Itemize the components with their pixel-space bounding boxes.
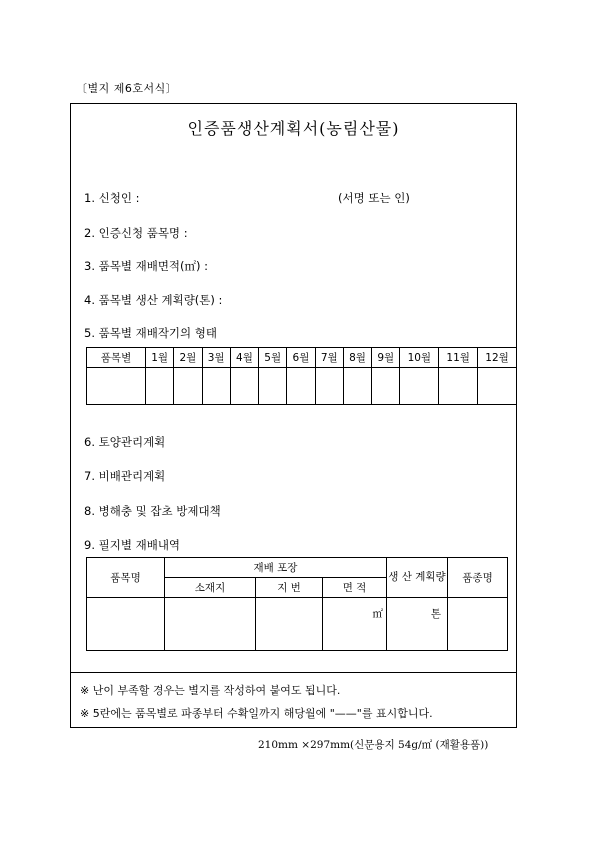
item-fertilization: 7. 비배관리계획 bbox=[84, 469, 166, 483]
schedule-header-month: 5월 bbox=[259, 348, 287, 368]
item-field-cultivation: 9. 필지별 재배내역 bbox=[84, 538, 181, 552]
fields-header-item: 품목명 bbox=[87, 558, 165, 598]
schedule-header-row bbox=[87, 348, 517, 368]
item-production-plan: 4. 품목별 생산 계획량(톤) : bbox=[84, 293, 223, 307]
fields-cell-lot[interactable] bbox=[256, 598, 323, 651]
fields-entry-row bbox=[87, 598, 508, 651]
fields-header-production: 생 산 계획량 bbox=[387, 558, 448, 598]
schedule-header-item: 품목별 bbox=[87, 348, 146, 368]
schedule-header-month: 4월 bbox=[230, 348, 258, 368]
schedule-header-month: 10월 bbox=[400, 348, 439, 368]
schedule-cell[interactable] bbox=[400, 368, 439, 405]
fields-header-area: 면 적 bbox=[323, 578, 387, 598]
schedule-cell[interactable] bbox=[478, 368, 517, 405]
schedule-header-month: 12월 bbox=[478, 348, 517, 368]
schedule-header-month: 9월 bbox=[372, 348, 400, 368]
schedule-header-month: 7월 bbox=[315, 348, 343, 368]
schedule-cell[interactable] bbox=[146, 368, 174, 405]
fields-header-lot: 지 번 bbox=[256, 578, 323, 598]
field-cultivation-table bbox=[86, 557, 508, 651]
schedule-cell[interactable] bbox=[202, 368, 230, 405]
fields-cell-production[interactable] bbox=[387, 598, 448, 651]
fields-header-variety: 품종명 bbox=[448, 558, 508, 598]
paper-spec: 210mm ×297mm(신문용지 54g/㎡ (재활용품)) bbox=[258, 739, 489, 751]
fields-header-plot: 재배 포장 bbox=[165, 558, 387, 578]
notes-divider bbox=[70, 672, 517, 673]
form-number-label: 〔별지 제6호서식〕 bbox=[76, 82, 178, 95]
item-cultivation-area: 3. 품목별 재배면적(㎡) : bbox=[84, 259, 209, 273]
fields-cell-item[interactable] bbox=[87, 598, 165, 651]
fields-cell-variety[interactable] bbox=[448, 598, 508, 651]
schedule-cell[interactable] bbox=[343, 368, 371, 405]
schedule-cell[interactable] bbox=[372, 368, 400, 405]
schedule-cell[interactable] bbox=[439, 368, 478, 405]
form-title: 인증품생산계획서(농림산물) bbox=[187, 119, 400, 138]
area-unit: ㎡ bbox=[372, 608, 383, 620]
fields-header-location: 소재지 bbox=[165, 578, 256, 598]
schedule-entry-row bbox=[87, 368, 517, 405]
ton-unit: 톤 bbox=[430, 608, 441, 620]
item-soil-management: 6. 토양관리계획 bbox=[84, 435, 166, 449]
schedule-cell[interactable] bbox=[87, 368, 146, 405]
schedule-cell[interactable] bbox=[315, 368, 343, 405]
schedule-cell[interactable] bbox=[174, 368, 202, 405]
item-product-name: 2. 인증신청 품목명 : bbox=[84, 226, 188, 240]
fields-cell-area[interactable] bbox=[323, 598, 387, 651]
item-applicant: 1. 신청인 : bbox=[84, 191, 140, 205]
item-cropping-pattern: 5. 품목별 재배작기의 형태 bbox=[84, 326, 218, 340]
fields-header-row-1 bbox=[87, 558, 508, 578]
fields-cell-location[interactable] bbox=[165, 598, 256, 651]
schedule-cell[interactable] bbox=[230, 368, 258, 405]
schedule-header-month: 1월 bbox=[146, 348, 174, 368]
schedule-cell[interactable] bbox=[259, 368, 287, 405]
schedule-header-month: 3월 bbox=[202, 348, 230, 368]
note-attach-sheet: ※ 난이 부족할 경우는 별지를 작성하여 붙여도 됩니다. bbox=[80, 684, 341, 697]
schedule-header-month: 8월 bbox=[343, 348, 371, 368]
schedule-cell[interactable] bbox=[287, 368, 315, 405]
cropping-schedule-table bbox=[86, 347, 517, 405]
item-pest-control: 8. 병해충 및 잡초 방제대책 bbox=[84, 504, 221, 518]
schedule-header-month: 11월 bbox=[439, 348, 478, 368]
schedule-header-month: 6월 bbox=[287, 348, 315, 368]
signature-note: (서명 또는 인) bbox=[338, 191, 410, 205]
schedule-header-month: 2월 bbox=[174, 348, 202, 368]
note-mark-months: ※ 5란에는 품목별로 파종부터 수확일까지 해당월에 "——"를 표시합니다. bbox=[80, 707, 433, 720]
